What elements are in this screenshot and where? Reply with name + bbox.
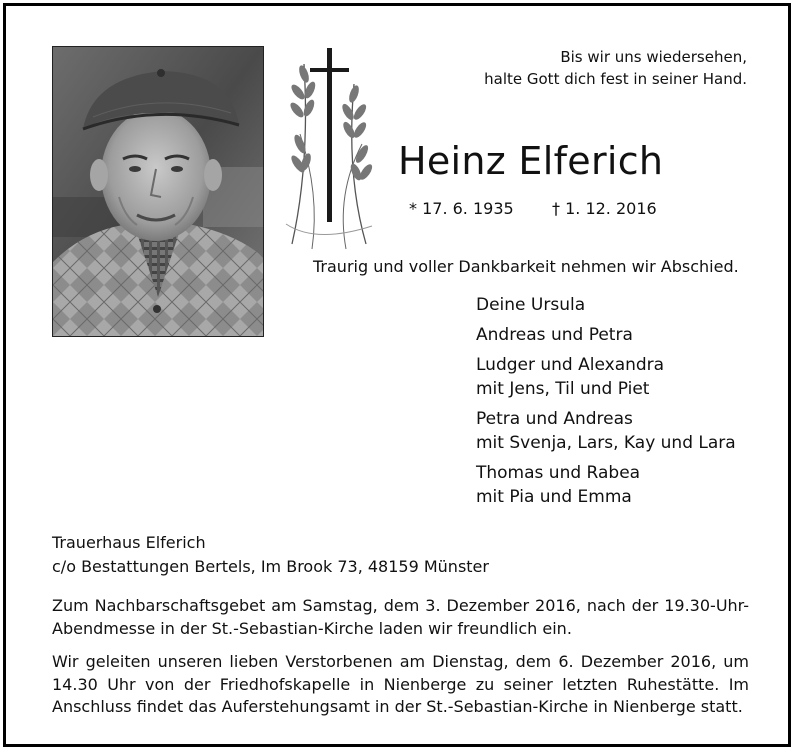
- family-entry: [476, 293, 736, 317]
- bible-quote: [484, 46, 747, 90]
- quote-line-1: Bis wir uns wiedersehen,: [560, 48, 747, 66]
- family-list: [476, 293, 736, 515]
- family-entry-name: Petra und Andreas: [476, 409, 633, 429]
- family-entry: [476, 407, 736, 455]
- portrait-photo: [52, 46, 264, 337]
- birth-date: * 17. 6. 1935: [409, 199, 514, 218]
- family-entry: [476, 323, 736, 347]
- family-entry-children: mit Svenja, Lars, Kay und Lara: [476, 433, 736, 453]
- quote-line-2: halte Gott dich fest in seiner Hand.: [484, 70, 747, 88]
- family-entry-name: Thomas und Rabea: [476, 463, 641, 483]
- family-entry-name: Ludger und Alexandra: [476, 355, 665, 375]
- mourning-house-name: Trauerhaus Elferich: [52, 533, 206, 552]
- family-entry: [476, 461, 736, 509]
- farewell-line: Traurig und voller Dankbarkeit nehmen wir Abschied.: [313, 257, 739, 276]
- mourning-house-address: [52, 531, 489, 579]
- family-entry-name: Andreas und Petra: [476, 325, 633, 345]
- cross-wheat-icon: [276, 44, 382, 252]
- death-date: † 1. 12. 2016: [552, 199, 657, 218]
- family-entry-children: mit Jens, Til und Piet: [476, 379, 650, 399]
- funeral-details-paragraph: Wir geleiten unseren lieben Verstorbenen am Dienstag, dem 6. Dezember 2016, um 14.30 Uhr von der Friedhofskapelle in Nienberge zu seiner letzten Ruhestätte. Im Anschluss findet das Auferstehungsamt in der St.-Sebastian-Kirche in Nienberge statt.: [52, 652, 749, 716]
- prayer-invitation-paragraph: Zum Nachbarschaftsgebet am Samstag, dem 3. Dezember 2016, nach der 19.30-Uhr-Abendmesse in der St.-Sebastian-Kirche laden wir freundlich ein.: [52, 596, 749, 638]
- family-entry-children: mit Pia und Emma: [476, 487, 632, 507]
- family-entry: [476, 353, 736, 401]
- deceased-name: Heinz Elferich: [398, 139, 664, 183]
- mourning-house-location: c/o Bestattungen Bertels, Im Brook 73, 48159 Münster: [52, 557, 489, 576]
- family-entry-name: Deine Ursula: [476, 295, 586, 315]
